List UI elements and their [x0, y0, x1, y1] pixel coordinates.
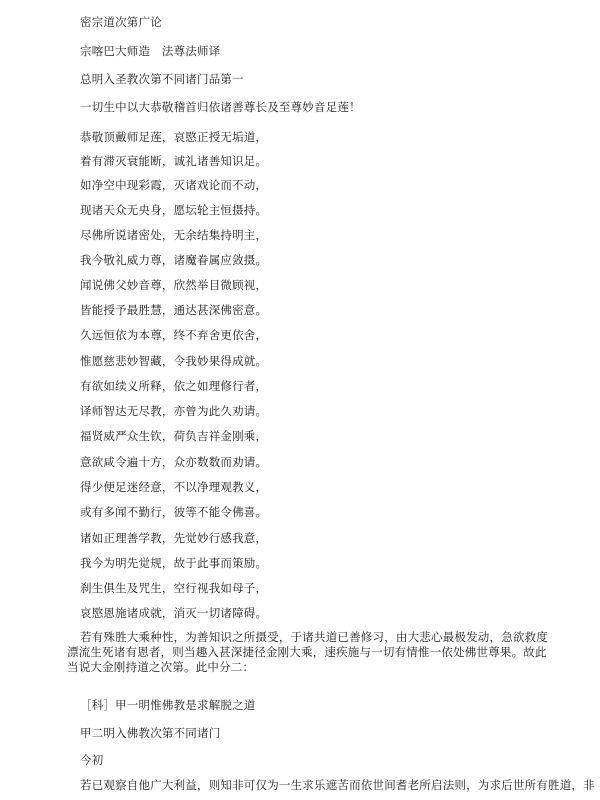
- verse-line: 尽佛所说诸密处，无余结集持明主，: [80, 228, 268, 242]
- author-line: 宗喀巴大师造 法尊法师译: [80, 44, 221, 58]
- verse-line: 久远恒依为本尊，终不弃舍更依舍，: [80, 328, 268, 342]
- verse-line: 我今敬礼威力尊，诸魔眷属应敛摄。: [80, 253, 268, 267]
- verse-line: 闻说佛父妙音尊，欣然举目微顾视，: [80, 278, 268, 292]
- document-title: 密宗道次第广论: [80, 15, 162, 29]
- verse-line: 诸如正理善学教，先觉妙行感我意，: [80, 531, 268, 545]
- chapter-heading: 总明入圣教次第不同诸门品第一: [80, 72, 244, 86]
- verse-line: 译师智达无尽教，亦曾为此久劝请。: [80, 404, 268, 418]
- verse-line: 着有滞灭衰能断，诚礼诸善知识足。: [80, 154, 268, 168]
- section-heading: ［科］甲一明惟佛教是求解脱之道: [80, 698, 256, 712]
- body-paragraph: 若有殊胜大乘种性，为善知识之所摄受，于诸共道已善修习，由大悲心最极发动，急欲救度漂流生死诸有恩者，则当趣入甚深捷径金刚大乘，速疾施与一切有情惟一依处佛世尊果。故此当说大金刚持道之次第。此中分二：: [67, 630, 548, 674]
- verse-line: 皆能授予最胜慧，通达甚深佛密意。: [80, 303, 268, 317]
- verse-line: 刹生俱生及咒生，空行视我如母子，: [80, 581, 268, 595]
- verse-line: 哀愍恩施诸成就，消灭一切诸障碍。: [80, 606, 268, 620]
- verse-line: 意欲咸令遍十方，众亦数数而劝请。: [80, 455, 268, 469]
- body-text-line: 若已观察自他广大利益，则知非可仅为一生求乐遮苦而依世间耆老所启法则，为求后世所有胜道，非: [80, 778, 595, 792]
- verse-line: 现诸天众无央身，愿坛轮主恒摄持。: [80, 203, 268, 217]
- homage-line: 一切生中以大恭敬稽首归依诸善尊长及至尊妙音足莲！: [80, 100, 361, 114]
- verse-line: 福贤威严众生钦，荷负吉祥金刚乘，: [80, 429, 268, 443]
- verse-line: 或有多闻不勤行，彼等不能令佛喜。: [80, 505, 268, 519]
- verse-line: 我今为明先觉规，故于此事而策励。: [80, 556, 268, 570]
- verse-line: 有欲如续义所释，依之如理修行者，: [80, 379, 268, 393]
- section-heading: 甲二明入佛教次第不同诸门: [80, 726, 221, 740]
- verse-line: 恭敬顶戴师足莲，哀愍正授无垢道，: [80, 130, 268, 144]
- verse-line: 惟愿慈悲妙智藏，令我妙果得成就。: [80, 354, 268, 368]
- verse-line: 得少便足迷经意，不以净理观教义，: [80, 480, 268, 494]
- verse-line: 如净空中现彩霞，灭诸戏论而不动，: [80, 178, 268, 192]
- section-heading: 今初: [80, 753, 104, 767]
